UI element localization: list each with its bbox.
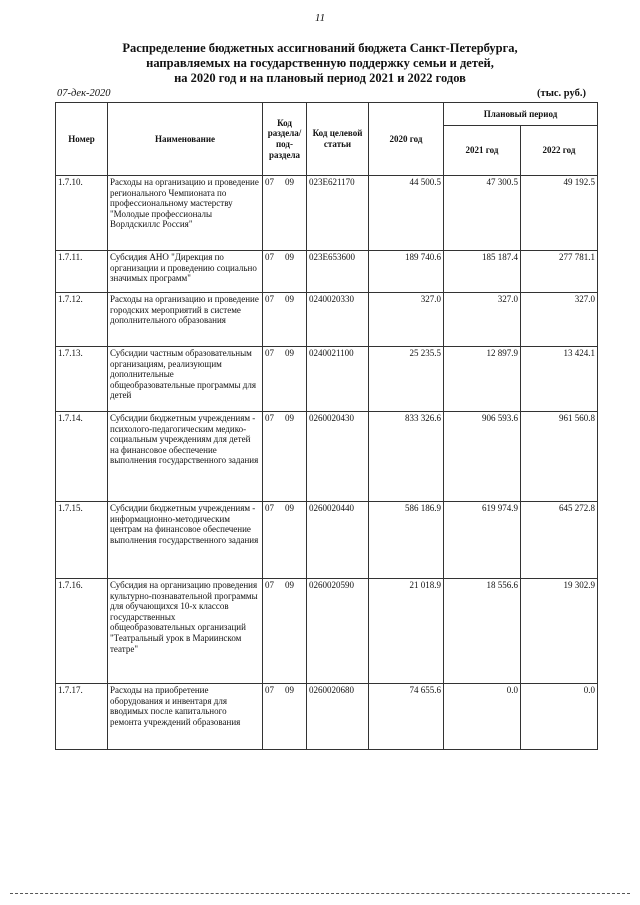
table-row <box>56 579 598 684</box>
table-row <box>56 293 598 347</box>
document-date: 07-дек-2020 <box>57 88 111 99</box>
row-name: Расходы на организацию и проведение городских мероприятий в системе дополнительного образования <box>108 293 263 347</box>
subsection: 09 <box>285 580 294 590</box>
row-article-code: 0260020430 <box>307 412 369 502</box>
row-2020: 327.0 <box>369 293 444 347</box>
row-2021: 906 593.6 <box>444 412 521 502</box>
row-number: 1.7.14. <box>56 412 108 502</box>
row-name: Субсидия на организацию проведения культурно-познавательной программы для обучающихся 10-х классов государственных общеобразовательных организаций "Театральный урок в Мариинском театре" <box>108 579 263 684</box>
row-article-code: 0240020330 <box>307 293 369 347</box>
row-name: Расходы на организацию и проведение регионального Чемпионата по профессиональному мастерству "Молодые профессионалы Ворлдскиллс Россия" <box>108 176 263 251</box>
subsection: 09 <box>285 503 294 513</box>
subsection: 09 <box>285 252 294 262</box>
row-section-code <box>263 176 307 251</box>
section: 07 <box>265 685 274 695</box>
section: 07 <box>265 177 274 187</box>
title-line: Распределение бюджетных ассигнований бюджета Санкт-Петербурга, <box>122 41 518 55</box>
row-2022: 49 192.5 <box>521 176 598 251</box>
row-2022: 327.0 <box>521 293 598 347</box>
row-number: 1.7.11. <box>56 251 108 293</box>
row-2022: 19 302.9 <box>521 579 598 684</box>
table-row <box>56 412 598 502</box>
row-article-code: 023E653600 <box>307 251 369 293</box>
row-2020: 189 740.6 <box>369 251 444 293</box>
row-section-code <box>263 251 307 293</box>
table-row <box>56 251 598 293</box>
row-section-code <box>263 293 307 347</box>
row-section-code <box>263 684 307 750</box>
row-2020: 25 235.5 <box>369 347 444 412</box>
row-name: Субсидии частным образовательным организациям, реализующим дополнительные общеобразовательные программы для детей <box>108 347 263 412</box>
row-2021: 12 897.9 <box>444 347 521 412</box>
table-row <box>56 176 598 251</box>
header-number: Номер <box>56 103 108 176</box>
row-number: 1.7.16. <box>56 579 108 684</box>
section: 07 <box>265 580 274 590</box>
header-name: Наименование <box>108 103 263 176</box>
page-number: 11 <box>314 12 326 24</box>
row-2022: 961 560.8 <box>521 412 598 502</box>
header-section-code: Код раздела/ под- раздела <box>263 103 307 176</box>
units-label: (тыс. руб.) <box>537 88 586 99</box>
table-row <box>56 502 598 579</box>
row-section-code <box>263 502 307 579</box>
row-2021: 18 556.6 <box>444 579 521 684</box>
row-name: Расходы на приобретение оборудования и инвентаря для вводимых после капитального ремонта учреждений образования <box>108 684 263 750</box>
page-bottom-rule <box>10 893 630 894</box>
header-2021: 2021 год <box>444 126 521 176</box>
section: 07 <box>265 413 274 423</box>
row-2022: 13 424.1 <box>521 347 598 412</box>
row-2020: 74 655.6 <box>369 684 444 750</box>
header-2022: 2022 год <box>521 126 598 176</box>
header-2020: 2020 год <box>369 103 444 176</box>
row-section-code <box>263 579 307 684</box>
document-title <box>40 41 600 86</box>
row-2022: 0.0 <box>521 684 598 750</box>
subsection: 09 <box>285 413 294 423</box>
table-row <box>56 684 598 750</box>
table-row <box>56 347 598 412</box>
row-2021: 47 300.5 <box>444 176 521 251</box>
row-article-code: 0240021100 <box>307 347 369 412</box>
row-number: 1.7.12. <box>56 293 108 347</box>
row-number: 1.7.17. <box>56 684 108 750</box>
subsection: 09 <box>285 685 294 695</box>
subsection: 09 <box>285 177 294 187</box>
subsection: 09 <box>285 294 294 304</box>
row-2020: 586 186.9 <box>369 502 444 579</box>
subsection: 09 <box>285 348 294 358</box>
row-number: 1.7.15. <box>56 502 108 579</box>
section: 07 <box>265 348 274 358</box>
section: 07 <box>265 503 274 513</box>
row-section-code <box>263 347 307 412</box>
row-2021: 185 187.4 <box>444 251 521 293</box>
row-number: 1.7.10. <box>56 176 108 251</box>
section: 07 <box>265 252 274 262</box>
row-2020: 44 500.5 <box>369 176 444 251</box>
row-2022: 645 272.8 <box>521 502 598 579</box>
row-2020: 21 018.9 <box>369 579 444 684</box>
budget-table <box>55 102 598 750</box>
row-2021: 0.0 <box>444 684 521 750</box>
row-name: Субсидии бюджетным учреждениям - психолого-педагогическим медико-социальным учреждениям для детей на финансовое обеспечение выполнения государственного задания <box>108 412 263 502</box>
title-line: на 2020 год и на плановый период 2021 и 2022 годов <box>174 71 466 85</box>
row-2021: 619 974.9 <box>444 502 521 579</box>
row-section-code <box>263 412 307 502</box>
row-article-code: 0260020680 <box>307 684 369 750</box>
row-name: Субсидии бюджетным учреждениям - информационно-методическим центрам на финансовое обеспечение выполнения государственного задания <box>108 502 263 579</box>
row-name: Субсидия АНО "Дирекция по организации и проведению социально значимых программ" <box>108 251 263 293</box>
title-line: направляемых на государственную поддержку семьи и детей, <box>146 56 494 70</box>
row-2021: 327.0 <box>444 293 521 347</box>
section: 07 <box>265 294 274 304</box>
row-article-code: 0260020590 <box>307 579 369 684</box>
header-article-code: Код целевой статьи <box>307 103 369 176</box>
row-article-code: 023E621170 <box>307 176 369 251</box>
header-plan-period: Плановый период <box>444 103 598 126</box>
row-2020: 833 326.6 <box>369 412 444 502</box>
row-number: 1.7.13. <box>56 347 108 412</box>
row-2022: 277 781.1 <box>521 251 598 293</box>
row-article-code: 0260020440 <box>307 502 369 579</box>
